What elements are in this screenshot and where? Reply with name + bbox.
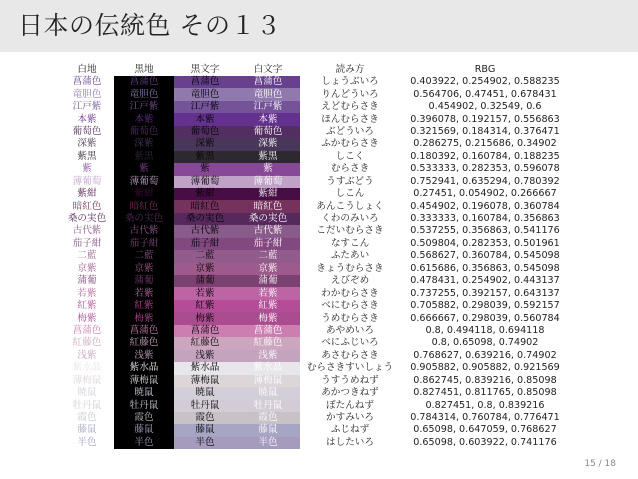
- color-name-white-bg: 葡萄色: [60, 126, 114, 138]
- color-name-white-bg: 紫: [60, 163, 114, 175]
- color-swatch-white-text: 薄葡萄: [236, 176, 300, 188]
- table-row: [60, 138, 570, 150]
- color-reading: あやめいろ: [326, 324, 374, 336]
- color-rgb-value: 0.862745, 0.839216, 0.85098: [413, 374, 557, 386]
- color-name-black-bg: 葡萄色: [114, 126, 174, 138]
- header-white-text: 白文字: [253, 63, 283, 75]
- color-rgb-value: 0.180392, 0.160784, 0.188235: [410, 150, 560, 162]
- color-swatch-black-text: 梅紫: [174, 312, 236, 324]
- color-name-black-bg: 暁鼠: [114, 387, 174, 399]
- color-name-black-bg: 江戸紫: [114, 101, 174, 113]
- color-swatch-white-text: 菖蒲色: [236, 76, 300, 88]
- table-row: [60, 176, 570, 188]
- color-rgb-value: 0.27451, 0.054902, 0.266667: [413, 188, 557, 200]
- color-name-black-bg: 薄梅鼠: [114, 375, 174, 387]
- color-swatch-white-text: 半色: [236, 437, 300, 449]
- color-swatch-black-text: 二藍: [174, 250, 236, 262]
- color-swatch-black-text: 霞色: [174, 412, 236, 424]
- color-name-black-bg: 梅紫: [114, 312, 174, 324]
- color-name-black-bg: 本紫: [114, 113, 174, 125]
- color-swatch-white-text: 深紫: [236, 138, 300, 150]
- color-swatch-white-text: 浅紫: [236, 350, 300, 362]
- color-name-white-bg: 若紫: [60, 287, 114, 299]
- color-name-white-bg: 薄葡萄: [60, 176, 114, 188]
- color-reading: わかむらさき: [321, 287, 379, 299]
- table-row: [60, 101, 570, 113]
- color-name-black-bg: 半色: [114, 437, 174, 449]
- color-swatch-black-text: 藤鼠: [174, 424, 236, 436]
- color-swatch-white-text: 蒲葡: [236, 275, 300, 287]
- header-reading: 読み方: [335, 63, 365, 75]
- color-swatch-white-text: 若紫: [236, 287, 300, 299]
- color-swatch-white-text: 藤鼠: [236, 424, 300, 436]
- color-swatch-black-text: 蒲葡: [174, 275, 236, 287]
- color-name-black-bg: 茄子紺: [114, 238, 174, 250]
- table-row: [60, 200, 570, 212]
- color-swatch-black-text: 牡丹鼠: [174, 399, 236, 411]
- color-swatch-white-text: 暁鼠: [236, 387, 300, 399]
- color-swatch-white-text: 竜胆色: [236, 88, 300, 100]
- color-reading: ふじねず: [330, 424, 370, 436]
- color-rgb-value: 0.737255, 0.392157, 0.643137: [410, 287, 560, 299]
- color-name-white-bg: 梅紫: [60, 312, 114, 324]
- color-name-black-bg: 牡丹鼠: [114, 399, 174, 411]
- color-rgb-value: 0.396078, 0.192157, 0.556863: [410, 113, 560, 125]
- color-rgb-value: 0.768627, 0.639216, 0.74902: [413, 349, 557, 361]
- color-name-white-bg: 半色: [60, 437, 114, 449]
- table-body: [60, 76, 570, 449]
- color-reading: えびぞめ: [330, 275, 370, 287]
- table-row: [60, 188, 570, 200]
- color-swatch-black-text: 江戸紫: [174, 101, 236, 113]
- color-swatch-white-text: 紫: [236, 163, 300, 175]
- table-row: [60, 76, 570, 88]
- color-name-white-bg: 霞色: [60, 412, 114, 424]
- table-row: [60, 275, 570, 287]
- color-name-white-bg: 桑の実色: [60, 213, 114, 225]
- color-swatch-black-text: 菖蒲色: [174, 76, 236, 88]
- color-swatch-white-text: 古代紫: [236, 225, 300, 237]
- color-reading: むらさきすいしょう: [306, 362, 394, 374]
- table-row: [60, 412, 570, 424]
- color-name-black-bg: 桑の実色: [114, 213, 174, 225]
- table-row: [60, 225, 570, 237]
- header-white-bg: 白地: [77, 63, 97, 75]
- color-swatch-black-text: 紫紺: [174, 188, 236, 200]
- color-reading: うめむらさき: [321, 312, 379, 324]
- color-reading: えどむらさき: [321, 101, 379, 113]
- color-name-white-bg: 竜胆色: [60, 88, 114, 100]
- color-swatch-black-text: 桑の実色: [174, 213, 236, 225]
- color-name-white-bg: 蒲葡: [60, 275, 114, 287]
- table-row: [60, 238, 570, 250]
- color-rgb-value: 0.333333, 0.160784, 0.356863: [410, 213, 560, 225]
- color-name-white-bg: 紫黒: [60, 151, 114, 163]
- color-name-black-bg: 浅紫: [114, 350, 174, 362]
- color-name-white-bg: 紅藤色: [60, 337, 114, 349]
- color-name-black-bg: 紅藤色: [114, 337, 174, 349]
- color-name-black-bg: 紅紫: [114, 300, 174, 312]
- color-swatch-black-text: 紫: [174, 163, 236, 175]
- color-rgb-value: 0.286275, 0.215686, 0.34902: [413, 138, 557, 150]
- color-swatch-black-text: 京紫: [174, 263, 236, 275]
- color-swatch-black-text: 菖蒲色: [174, 325, 236, 337]
- color-name-white-bg: 藤鼠: [60, 424, 114, 436]
- color-swatch-white-text: 葡萄色: [236, 126, 300, 138]
- color-reading: ぼたんねず: [326, 399, 374, 411]
- color-rgb-value: 0.65098, 0.647059, 0.768627: [413, 424, 557, 436]
- color-name-black-bg: 二藍: [114, 250, 174, 262]
- color-swatch-white-text: 紅藤色: [236, 337, 300, 349]
- color-table: [60, 63, 570, 449]
- color-rgb-value: 0.827451, 0.8, 0.839216: [425, 399, 545, 411]
- color-swatch-black-text: 暁鼠: [174, 387, 236, 399]
- color-rgb-value: 0.509804, 0.282353, 0.501961: [410, 237, 560, 249]
- color-reading: なすこん: [330, 237, 370, 249]
- color-reading: しこく: [335, 150, 365, 162]
- color-reading: ほんむらさき: [321, 113, 379, 125]
- color-name-white-bg: 牡丹鼠: [60, 399, 114, 411]
- color-reading: かすみいろ: [326, 412, 374, 424]
- color-rgb-value: 0.564706, 0.47451, 0.678431: [413, 88, 557, 100]
- header-black-bg: 黒地: [134, 63, 154, 75]
- color-swatch-black-text: 薄葡萄: [174, 176, 236, 188]
- color-swatch-black-text: 薄梅鼠: [174, 375, 236, 387]
- table-row: [60, 263, 570, 275]
- color-swatch-black-text: 紫水晶: [174, 362, 236, 374]
- table-row: [60, 337, 570, 349]
- color-reading: ぶどういろ: [326, 125, 374, 137]
- color-swatch-white-text: 梅紫: [236, 312, 300, 324]
- color-reading: はしたいろ: [326, 436, 374, 448]
- table-row: [60, 126, 570, 138]
- color-swatch-black-text: 竜胆色: [174, 88, 236, 100]
- color-swatch-black-text: 紫黒: [174, 151, 236, 163]
- color-name-black-bg: 紫紺: [114, 188, 174, 200]
- color-rgb-value: 0.568627, 0.360784, 0.545098: [410, 250, 560, 262]
- color-rgb-value: 0.615686, 0.356863, 0.545098: [410, 262, 560, 274]
- table-row: [60, 437, 570, 449]
- color-name-black-bg: 菖蒲色: [114, 325, 174, 337]
- color-reading: くわのみいろ: [321, 213, 379, 225]
- color-swatch-white-text: 薄梅鼠: [236, 375, 300, 387]
- color-reading: うすうめねず: [321, 374, 379, 386]
- table-header-row: [60, 63, 570, 76]
- color-name-white-bg: 暗紅色: [60, 200, 114, 212]
- color-swatch-white-text: 二藍: [236, 250, 300, 262]
- color-reading: こだいむらさき: [316, 225, 384, 237]
- color-rgb-value: 0.454902, 0.32549, 0.6: [428, 101, 542, 113]
- table-row: [60, 163, 570, 175]
- color-reading: りんどういろ: [321, 88, 379, 100]
- color-name-white-bg: 薄梅鼠: [60, 375, 114, 387]
- color-name-white-bg: 二藍: [60, 250, 114, 262]
- color-reading: きょうむらさき: [316, 262, 384, 274]
- color-name-white-bg: 浅紫: [60, 350, 114, 362]
- page-number: 15 / 18: [584, 459, 616, 469]
- color-name-black-bg: 古代紫: [114, 225, 174, 237]
- color-reading: べにふじいろ: [321, 337, 379, 349]
- color-rgb-value: 0.905882, 0.905882, 0.921569: [410, 362, 560, 374]
- header-rgb: RBG: [474, 63, 496, 75]
- color-name-black-bg: 薄葡萄: [114, 176, 174, 188]
- color-rgb-value: 0.705882, 0.298039, 0.592157: [410, 300, 560, 312]
- color-rgb-value: 0.321569, 0.184314, 0.376471: [410, 125, 560, 137]
- color-name-white-bg: 菖蒲色: [60, 76, 114, 88]
- table-row: [60, 399, 570, 411]
- color-name-black-bg: 紫黒: [114, 151, 174, 163]
- table-row: [60, 325, 570, 337]
- color-swatch-black-text: 浅紫: [174, 350, 236, 362]
- table-row: [60, 213, 570, 225]
- color-name-black-bg: 藤鼠: [114, 424, 174, 436]
- color-swatch-white-text: 牡丹鼠: [236, 399, 300, 411]
- color-name-black-bg: 京紫: [114, 263, 174, 275]
- color-rgb-value: 0.454902, 0.196078, 0.360784: [410, 200, 560, 212]
- color-swatch-white-text: 江戸紫: [236, 101, 300, 113]
- color-name-white-bg: 菖蒲色: [60, 325, 114, 337]
- color-swatch-black-text: 葡萄色: [174, 126, 236, 138]
- color-name-white-bg: 紫水晶: [60, 362, 114, 374]
- color-name-white-bg: 古代紫: [60, 225, 114, 237]
- color-swatch-white-text: 紅紫: [236, 300, 300, 312]
- color-swatch-black-text: 深紫: [174, 138, 236, 150]
- color-reading: むらさき: [330, 163, 370, 175]
- table-row: [60, 88, 570, 100]
- color-swatch-black-text: 古代紫: [174, 225, 236, 237]
- color-name-black-bg: 紫水晶: [114, 362, 174, 374]
- table-row: [60, 250, 570, 262]
- color-reading: あかつきねず: [321, 387, 379, 399]
- color-name-white-bg: 紅紫: [60, 300, 114, 312]
- color-swatch-white-text: 紫黒: [236, 151, 300, 163]
- color-name-white-bg: 江戸紫: [60, 101, 114, 113]
- table-row: [60, 312, 570, 324]
- color-name-black-bg: 蒲葡: [114, 275, 174, 287]
- color-name-white-bg: 深紫: [60, 138, 114, 150]
- table-row: [60, 424, 570, 436]
- color-reading: しょうぶいろ: [321, 76, 379, 88]
- color-reading: あさむらさき: [321, 349, 379, 361]
- color-name-black-bg: 若紫: [114, 287, 174, 299]
- color-name-white-bg: 暁鼠: [60, 387, 114, 399]
- color-name-black-bg: 竜胆色: [114, 88, 174, 100]
- title-bar: [0, 0, 638, 52]
- color-swatch-white-text: 茄子紺: [236, 238, 300, 250]
- color-swatch-black-text: 若紫: [174, 287, 236, 299]
- color-name-white-bg: 紫紺: [60, 188, 114, 200]
- table-row: [60, 375, 570, 387]
- color-swatch-white-text: 桑の実色: [236, 213, 300, 225]
- color-reading: ふかむらさき: [321, 138, 379, 150]
- color-swatch-white-text: 紫水晶: [236, 362, 300, 374]
- color-swatch-white-text: 菖蒲色: [236, 325, 300, 337]
- color-rgb-value: 0.478431, 0.254902, 0.443137: [410, 275, 560, 287]
- color-swatch-white-text: 暗紅色: [236, 200, 300, 212]
- color-rgb-value: 0.784314, 0.760784, 0.776471: [410, 412, 560, 424]
- color-name-white-bg: 茄子紺: [60, 238, 114, 250]
- color-name-black-bg: 菖蒲色: [114, 76, 174, 88]
- table-row: [60, 300, 570, 312]
- color-name-black-bg: 霞色: [114, 412, 174, 424]
- color-table-container: [60, 63, 570, 449]
- color-rgb-value: 0.65098, 0.603922, 0.741176: [413, 436, 557, 448]
- color-name-black-bg: 紫: [114, 163, 174, 175]
- table-row: [60, 362, 570, 374]
- page-title: 日本の伝統色 その１３: [18, 11, 282, 40]
- table-row: [60, 113, 570, 125]
- color-rgb-value: 0.533333, 0.282353, 0.596078: [410, 163, 560, 175]
- color-name-white-bg: 本紫: [60, 113, 114, 125]
- color-reading: べにむらさき: [321, 300, 379, 312]
- color-swatch-white-text: 霞色: [236, 412, 300, 424]
- table-row: [60, 151, 570, 163]
- color-swatch-black-text: 紅紫: [174, 300, 236, 312]
- color-name-white-bg: 京紫: [60, 263, 114, 275]
- color-rgb-value: 0.666667, 0.298039, 0.560784: [410, 312, 560, 324]
- color-swatch-black-text: 本紫: [174, 113, 236, 125]
- color-swatch-black-text: 紅藤色: [174, 337, 236, 349]
- table-row: [60, 387, 570, 399]
- color-swatch-black-text: 茄子紺: [174, 238, 236, 250]
- table-row: [60, 287, 570, 299]
- table-row: [60, 350, 570, 362]
- color-rgb-value: 0.403922, 0.254902, 0.588235: [410, 76, 560, 88]
- color-swatch-black-text: 暗紅色: [174, 200, 236, 212]
- color-name-black-bg: 暗紅色: [114, 200, 174, 212]
- color-swatch-white-text: 紫紺: [236, 188, 300, 200]
- color-rgb-value: 0.827451, 0.811765, 0.85098: [413, 387, 557, 399]
- color-name-black-bg: 深紫: [114, 138, 174, 150]
- color-reading: しこん: [335, 188, 365, 200]
- color-rgb-value: 0.752941, 0.635294, 0.780392: [410, 175, 560, 187]
- color-rgb-value: 0.8, 0.65098, 0.74902: [431, 337, 539, 349]
- color-reading: ふたあい: [330, 250, 370, 262]
- color-rgb-value: 0.8, 0.494118, 0.694118: [425, 324, 545, 336]
- color-swatch-white-text: 京紫: [236, 263, 300, 275]
- color-rgb-value: 0.537255, 0.356863, 0.541176: [410, 225, 560, 237]
- header-black-text: 黒文字: [190, 63, 220, 75]
- color-swatch-white-text: 本紫: [236, 113, 300, 125]
- color-reading: うすぶどう: [326, 175, 374, 187]
- color-reading: あんこうしょく: [316, 200, 384, 212]
- color-swatch-black-text: 半色: [174, 437, 236, 449]
